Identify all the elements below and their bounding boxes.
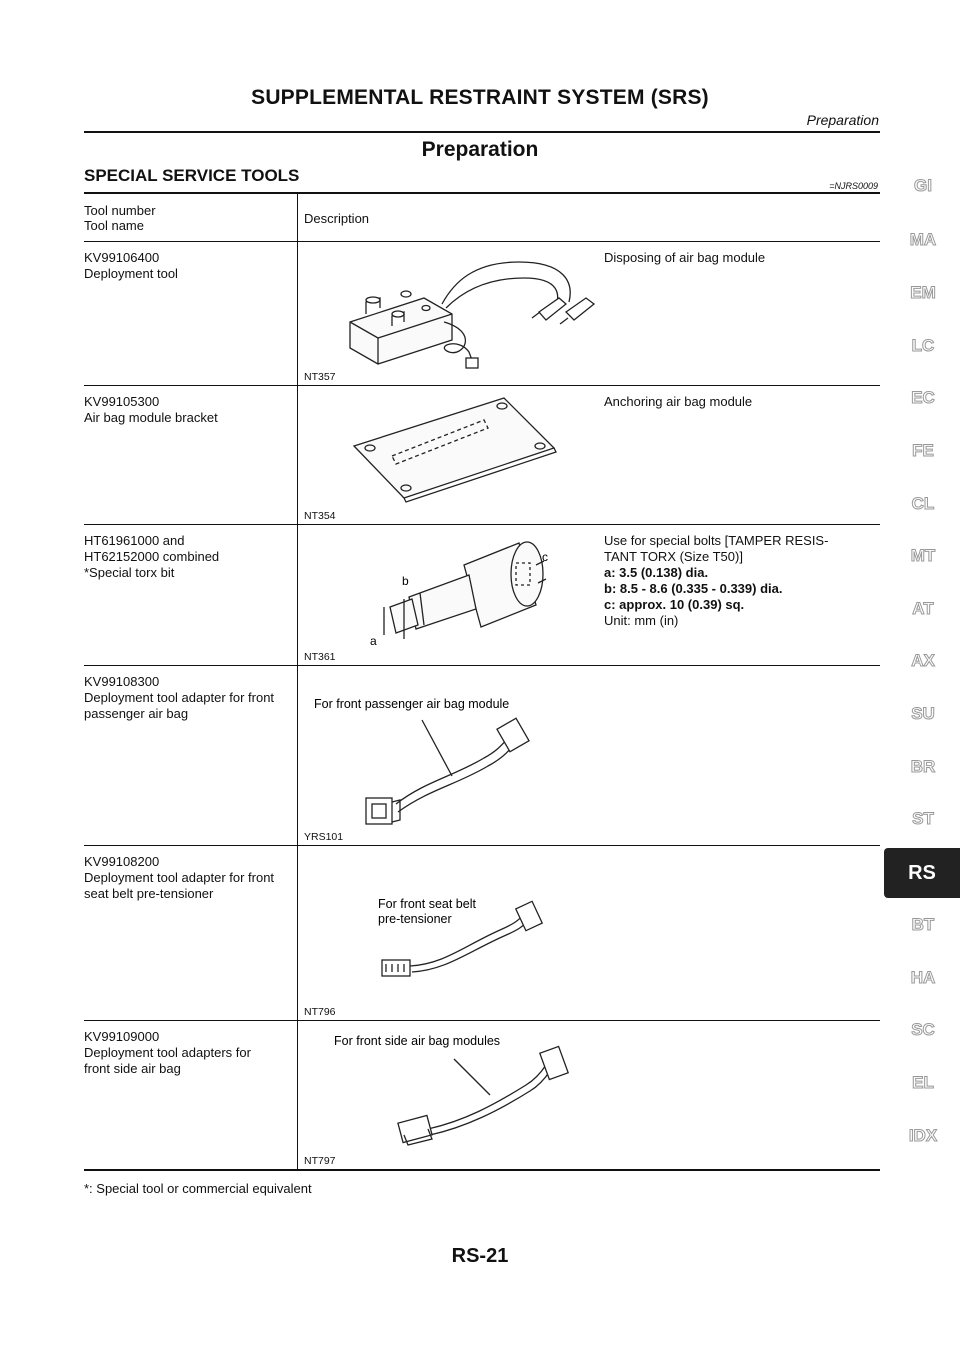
torx-bit-figure bbox=[304, 525, 604, 665]
figure-code: NT797 bbox=[304, 1155, 336, 1167]
header-title: SUPPLEMENTAL RESTRAINT SYSTEM (SRS) bbox=[251, 86, 709, 109]
side-tab-idx[interactable]: IDX bbox=[908, 1126, 938, 1145]
footnote: *: Special tool or commercial equivalent bbox=[84, 1181, 312, 1196]
side-tab-st[interactable]: ST bbox=[912, 809, 934, 828]
side-tab-sc[interactable]: SC bbox=[911, 1020, 935, 1039]
figure-code: NT357 bbox=[304, 371, 336, 383]
tool-number: KV99106400 bbox=[84, 250, 160, 265]
side-tab-cl[interactable]: CL bbox=[911, 494, 935, 513]
tool-description: Anchoring air bag module bbox=[604, 394, 753, 409]
header-tool-name: Tool name bbox=[84, 218, 144, 233]
tool-number: KV99105300 bbox=[84, 394, 160, 409]
tool-description: Disposing of air bag module bbox=[604, 250, 766, 265]
side-tab-rs[interactable]: RS bbox=[884, 848, 960, 898]
fig-label-a: a bbox=[370, 634, 377, 648]
fig-caption-line1: For front seat belt bbox=[378, 897, 476, 911]
table-row bbox=[84, 666, 880, 846]
table-row bbox=[84, 242, 880, 386]
tool-name-cont: passenger air bag bbox=[84, 706, 189, 721]
tool-name: Air bag module bracket bbox=[84, 410, 218, 425]
tool-cell bbox=[84, 674, 292, 722]
tool-name: Deployment tool bbox=[84, 266, 178, 281]
tool-name: Deployment tool adapter for front bbox=[84, 870, 275, 885]
desc-line: Unit: mm (in) bbox=[604, 613, 679, 628]
section-ref: =NJRS0009 bbox=[829, 181, 878, 191]
side-tab-gi[interactable]: GI bbox=[914, 176, 932, 195]
fig-caption: For front side air bag modules bbox=[334, 1034, 501, 1048]
side-tab-em[interactable]: EM bbox=[910, 283, 936, 302]
desc-line: c: approx. 10 (0.39) sq. bbox=[604, 597, 745, 612]
tool-note: *Special torx bit bbox=[84, 565, 175, 580]
table-row bbox=[84, 525, 880, 666]
desc-line: TANT TORX (Size T50)] bbox=[604, 549, 743, 564]
figure-code: NT796 bbox=[304, 1006, 336, 1018]
desc-line: a: 3.5 (0.138) dia. bbox=[604, 565, 709, 580]
figure-code: YRS101 bbox=[304, 831, 344, 843]
tool-name-cont: front side air bag bbox=[84, 1061, 181, 1076]
header-description: Description bbox=[304, 211, 370, 226]
tools-table bbox=[84, 192, 880, 1171]
tool-number: HT61961000 and bbox=[84, 533, 185, 548]
passenger-adapter-figure bbox=[304, 666, 604, 845]
deployment-tool-figure bbox=[304, 242, 604, 385]
fig-label-c: c bbox=[542, 550, 548, 564]
tool-name: Deployment tool adapter for front bbox=[84, 690, 275, 705]
side-tab-su[interactable]: SU bbox=[911, 704, 935, 723]
desc-line: b: 8.5 - 8.6 (0.335 - 0.339) dia. bbox=[604, 581, 783, 596]
tool-description bbox=[604, 533, 872, 629]
header-subtitle: Preparation bbox=[806, 112, 879, 128]
page-title: Preparation bbox=[421, 138, 539, 161]
table-row bbox=[84, 386, 880, 525]
seat-belt-adapter-figure bbox=[304, 846, 604, 1020]
tool-name-cont: seat belt pre-tensioner bbox=[84, 886, 214, 901]
header-rule bbox=[84, 131, 880, 133]
tool-number: KV99108300 bbox=[84, 674, 160, 689]
tool-cell bbox=[84, 533, 292, 581]
tool-number: KV99109000 bbox=[84, 1029, 160, 1044]
table-header bbox=[84, 194, 880, 242]
side-airbag-adapter-figure bbox=[304, 1021, 604, 1169]
fig-caption-line2: pre-tensioner bbox=[378, 912, 452, 926]
tool-number: KV99108200 bbox=[84, 854, 160, 869]
side-tab-br[interactable]: BR bbox=[910, 757, 936, 776]
side-tab-at[interactable]: AT bbox=[912, 599, 934, 618]
table-column-divider bbox=[297, 192, 298, 1170]
tool-cell bbox=[84, 854, 292, 902]
side-tab-bt[interactable]: BT bbox=[911, 915, 935, 934]
tool-cell bbox=[84, 250, 292, 282]
bracket-figure bbox=[304, 386, 604, 524]
fig-caption: For front passenger air bag module bbox=[314, 697, 510, 711]
tool-name: HT62152000 combined bbox=[84, 549, 220, 564]
header-tool bbox=[84, 203, 156, 233]
side-tab-ha[interactable]: HA bbox=[910, 968, 936, 987]
side-tab-lc[interactable]: LC bbox=[911, 336, 935, 355]
side-tab-ec[interactable]: EC bbox=[911, 388, 935, 407]
page-number: RS-21 bbox=[451, 1245, 509, 1267]
figure-code: NT354 bbox=[304, 510, 336, 522]
side-tab-el[interactable]: EL bbox=[912, 1073, 934, 1092]
tool-cell bbox=[84, 1029, 292, 1077]
tool-cell bbox=[84, 394, 292, 426]
table-row bbox=[84, 1021, 880, 1171]
figure-code: NT361 bbox=[304, 651, 336, 663]
table-row bbox=[84, 846, 880, 1021]
tool-name: Deployment tool adapters for bbox=[84, 1045, 251, 1060]
desc-line: Use for special bolts [TAMPER RESIS- bbox=[604, 533, 829, 548]
section-title: SPECIAL SERVICE TOOLS bbox=[84, 166, 300, 185]
side-tab-mt[interactable]: MT bbox=[910, 546, 936, 565]
fig-label-b: b bbox=[402, 574, 409, 588]
side-tab-ma[interactable]: MA bbox=[909, 230, 937, 249]
side-tab-ax[interactable]: AX bbox=[911, 651, 935, 670]
header-tool-number: Tool number bbox=[84, 203, 156, 218]
side-tab-fe[interactable]: FE bbox=[912, 441, 934, 460]
